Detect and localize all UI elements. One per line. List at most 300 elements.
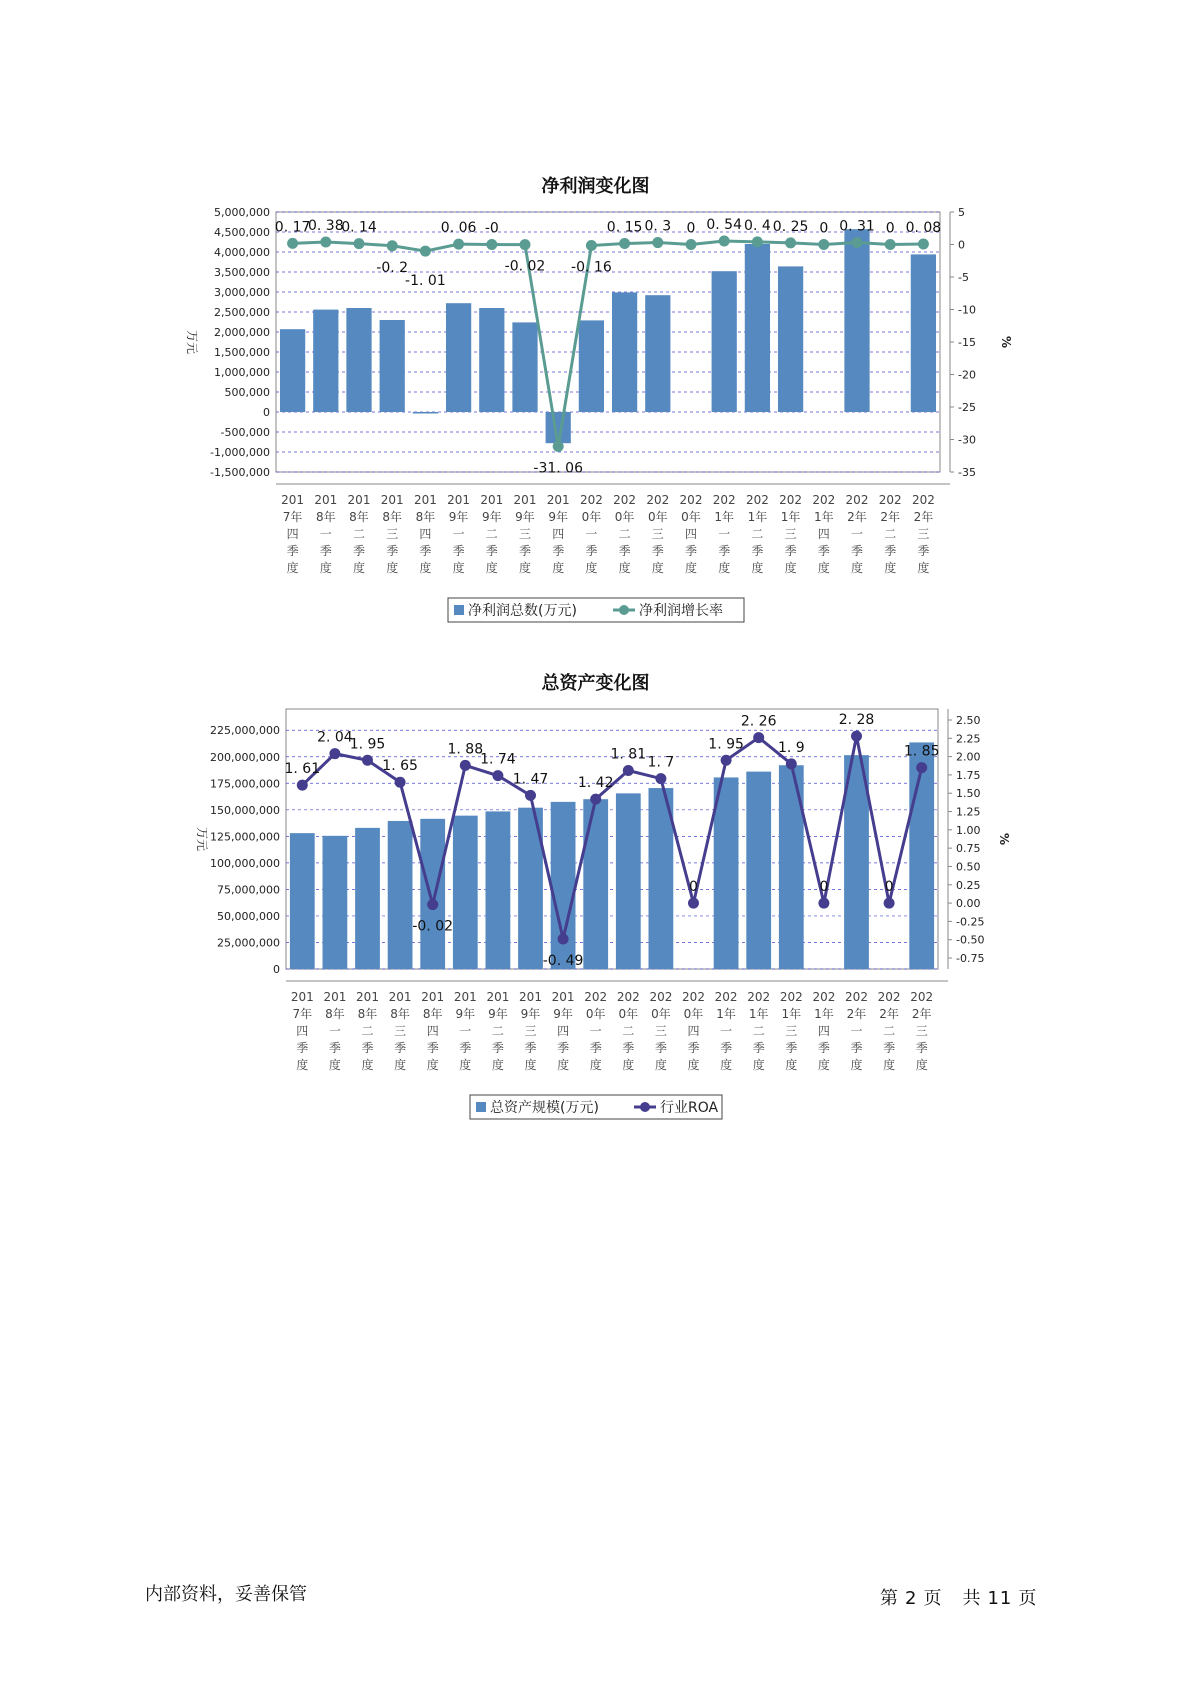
data-label: 0. 25 xyxy=(772,218,809,235)
legend-line-marker xyxy=(640,1102,650,1112)
x-tick-label: 三 xyxy=(518,527,532,541)
x-tick-label: 二 xyxy=(352,527,366,541)
bar xyxy=(479,308,504,412)
x-tick-label: 202 xyxy=(679,493,703,507)
line-point xyxy=(818,239,829,250)
line-point xyxy=(719,235,730,246)
bar xyxy=(911,254,936,412)
x-tick-label: 度 xyxy=(426,1058,439,1072)
data-label: 0. 08 xyxy=(905,219,942,236)
x-tick-label: 四 xyxy=(296,1024,309,1038)
line-point xyxy=(486,239,497,250)
y2-tick-label: -0.75 xyxy=(956,952,985,966)
y-axis-label: 万元 xyxy=(195,826,209,852)
x-tick-label: 9年 xyxy=(520,1007,541,1021)
y2-tick-label: 0.25 xyxy=(956,878,981,892)
data-label: 1. 81 xyxy=(610,746,647,763)
x-tick-label: 季 xyxy=(654,1041,667,1055)
data-label: 1. 65 xyxy=(382,758,418,775)
y2-tick-label: -0.50 xyxy=(956,933,985,947)
bar xyxy=(380,320,405,412)
x-tick-label: 度 xyxy=(718,561,731,575)
y-tick-label: 5,000,000 xyxy=(214,206,270,219)
y-tick-label: -1,500,000 xyxy=(210,466,270,479)
y-tick-label: 3,000,000 xyxy=(214,286,270,299)
x-tick-label: 度 xyxy=(884,561,897,575)
x-tick-label: 季 xyxy=(319,544,332,558)
x-tick-label: 202 xyxy=(745,493,769,507)
line-point xyxy=(320,237,331,248)
legend-bar-swatch xyxy=(454,605,464,615)
x-tick-label: 度 xyxy=(654,1058,667,1072)
data-label: 1. 42 xyxy=(577,775,614,792)
data-label: 1. 74 xyxy=(480,751,516,768)
x-tick-label: 202 xyxy=(714,990,738,1004)
x-tick-label: 度 xyxy=(585,561,598,575)
data-label: 0. 31 xyxy=(839,218,875,235)
x-tick-label: 二 xyxy=(884,527,897,541)
x-tick-label: 季 xyxy=(883,1041,896,1055)
x-tick-label: 一 xyxy=(459,1024,472,1038)
x-tick-label: 202 xyxy=(845,990,868,1004)
line-point xyxy=(387,240,398,251)
line-point xyxy=(453,239,464,250)
data-label: -1. 01 xyxy=(405,273,446,290)
y2-tick-label: 0.00 xyxy=(956,897,981,911)
x-tick-label: 201 xyxy=(388,990,412,1004)
bar xyxy=(645,295,670,412)
x-tick-label: 三 xyxy=(917,527,930,541)
legend-line-label: 净利润增长率 xyxy=(639,603,723,619)
data-label: -0. 16 xyxy=(571,259,612,276)
x-tick-label: 201 xyxy=(486,990,510,1004)
line-point xyxy=(753,732,764,743)
data-label: 1. 95 xyxy=(708,736,744,753)
x-tick-label: 度 xyxy=(618,561,631,575)
line-point xyxy=(721,755,732,766)
bar xyxy=(420,819,445,969)
x-tick-label: 1年 xyxy=(813,510,834,524)
x-tick-label: 季 xyxy=(296,1041,309,1055)
x-tick-label: 季 xyxy=(651,544,664,558)
x-tick-label: 202 xyxy=(911,493,935,507)
x-tick-label: 9年 xyxy=(553,1007,573,1021)
x-tick-label: 8年 xyxy=(390,1007,410,1021)
y2-tick-label: 2.25 xyxy=(956,732,981,746)
data-label: 0. 14 xyxy=(341,219,377,236)
line-point xyxy=(420,246,431,257)
y-tick-label: 150,000,000 xyxy=(210,803,280,817)
x-tick-label: 度 xyxy=(319,561,332,575)
line-point xyxy=(395,777,406,788)
x-tick-label: 8年 xyxy=(325,1007,345,1021)
x-tick-label: 度 xyxy=(328,1058,341,1072)
y-tick-label: 1,500,000 xyxy=(214,346,270,359)
x-tick-label: 8年 xyxy=(315,510,336,524)
y2-tick-label: -0.25 xyxy=(956,915,985,929)
bar xyxy=(355,828,380,969)
bar xyxy=(280,329,305,412)
x-tick-label: 度 xyxy=(917,561,930,575)
x-tick-label: 四 xyxy=(552,527,565,541)
x-tick-label: 1年 xyxy=(780,510,801,524)
x-tick-label: 二 xyxy=(491,1024,504,1038)
legend-bar-label: 净利润总数(万元) xyxy=(468,603,577,619)
y2-tick-label: -5 xyxy=(958,271,969,284)
x-tick-label: 度 xyxy=(459,1058,472,1072)
x-tick-label: 四 xyxy=(286,527,299,541)
line-point xyxy=(492,770,503,781)
x-tick-label: 四 xyxy=(817,1024,830,1038)
x-tick-label: 202 xyxy=(877,990,901,1004)
x-tick-label: 1年 xyxy=(714,510,735,524)
x-tick-label: 季 xyxy=(557,1041,570,1055)
legend-bar-swatch xyxy=(476,1102,486,1112)
y2-tick-label: -10 xyxy=(958,303,976,317)
x-tick-label: 度 xyxy=(883,1058,896,1072)
y2-axis-label: % xyxy=(999,335,1013,349)
y2-tick-label: -30 xyxy=(958,433,976,447)
data-label: 0 xyxy=(819,879,829,896)
page-mid: 页 xyxy=(923,1588,943,1609)
y2-tick-label: 0.75 xyxy=(956,842,981,856)
x-tick-label: 季 xyxy=(524,1041,537,1055)
data-label: 0 xyxy=(884,879,894,896)
y-tick-label: 3,500,000 xyxy=(214,266,270,279)
x-tick-label: 201 xyxy=(290,990,314,1004)
x-tick-label: 度 xyxy=(720,1058,733,1072)
x-tick-label: 202 xyxy=(613,493,637,507)
x-tick-label: 季 xyxy=(817,1041,830,1055)
x-tick-label: 二 xyxy=(618,527,631,541)
x-tick-label: 三 xyxy=(785,1024,798,1038)
x-tick-label: 季 xyxy=(386,544,399,558)
bar xyxy=(778,266,803,412)
x-tick-label: 度 xyxy=(751,561,764,575)
line-point xyxy=(652,237,663,248)
data-label: 0. 4 xyxy=(744,217,771,234)
data-label: -0 xyxy=(484,220,499,237)
y-tick-label: 75,000,000 xyxy=(217,883,280,897)
y-tick-label: 2,000,000 xyxy=(214,326,270,339)
net-profit-chart-title: 净利润变化图 xyxy=(541,176,650,197)
line-point xyxy=(619,238,630,249)
x-tick-label: 季 xyxy=(884,544,897,558)
data-label: 0. 17 xyxy=(274,219,311,236)
page-num: 2 xyxy=(905,1588,918,1609)
total-num: 11 xyxy=(987,1588,1013,1609)
x-tick-label: 季 xyxy=(622,1041,635,1055)
x-tick-label: 度 xyxy=(850,1058,863,1072)
x-tick-label: 202 xyxy=(616,990,640,1004)
x-tick-label: 季 xyxy=(720,1041,733,1055)
x-tick-label: 季 xyxy=(917,544,930,558)
data-label: 0. 06 xyxy=(440,220,477,237)
x-tick-label: 一 xyxy=(718,527,731,541)
x-tick-label: 201 xyxy=(380,493,404,507)
line-point xyxy=(525,790,536,801)
x-tick-label: 202 xyxy=(779,990,803,1004)
x-tick-label: 季 xyxy=(452,544,465,558)
x-tick-label: 2年 xyxy=(846,1007,867,1021)
x-tick-label: 度 xyxy=(850,561,864,575)
x-tick-label: 1年 xyxy=(747,510,768,524)
line-point xyxy=(297,780,308,791)
x-tick-label: 201 xyxy=(551,990,575,1004)
y-tick-label: 500,000 xyxy=(224,386,270,399)
y-tick-label: 4,000,000 xyxy=(214,246,270,259)
x-tick-label: 季 xyxy=(751,544,764,558)
x-tick-label: 7年 xyxy=(292,1007,313,1021)
x-tick-label: 201 xyxy=(314,493,338,507)
x-tick-label: 一 xyxy=(850,527,864,541)
x-tick-label: 四 xyxy=(817,527,830,541)
bar xyxy=(579,320,604,412)
y2-tick-label: -25 xyxy=(958,401,976,414)
x-tick-label: 季 xyxy=(752,1041,765,1055)
data-label: 0 xyxy=(689,879,698,896)
x-tick-label: 201 xyxy=(513,493,537,507)
x-tick-label: 0年 xyxy=(618,1007,639,1021)
x-tick-label: 一 xyxy=(850,1024,863,1038)
x-tick-label: 四 xyxy=(426,1024,439,1038)
x-tick-label: 度 xyxy=(589,1058,602,1072)
x-tick-label: 201 xyxy=(453,990,477,1004)
total-assets-chart xyxy=(0,697,1191,1137)
line-point xyxy=(785,237,796,248)
x-tick-label: 8年 xyxy=(382,510,403,524)
x-tick-label: 季 xyxy=(915,1041,928,1055)
x-tick-label: 8年 xyxy=(357,1007,378,1021)
x-tick-label: 四 xyxy=(687,1024,700,1038)
x-tick-label: 202 xyxy=(682,990,705,1004)
x-tick-label: 四 xyxy=(419,527,432,541)
x-tick-label: 8年 xyxy=(422,1007,443,1021)
x-tick-label: 202 xyxy=(712,493,736,507)
x-tick-label: 四 xyxy=(684,527,698,541)
line-point xyxy=(786,758,797,769)
line-point xyxy=(852,237,863,248)
x-tick-label: 201 xyxy=(480,493,504,507)
x-tick-label: 三 xyxy=(784,527,797,541)
x-tick-label: 季 xyxy=(361,1041,374,1055)
x-tick-label: 度 xyxy=(452,561,465,575)
x-tick-label: 8年 xyxy=(349,510,369,524)
data-label: 0. 38 xyxy=(307,218,344,235)
bar xyxy=(616,793,641,969)
y2-tick-label: 1.25 xyxy=(956,805,981,819)
x-tick-label: 0年 xyxy=(651,1007,671,1021)
footer-confidential-note: 内部资料，妥善保管 xyxy=(145,1584,307,1605)
data-label: 1. 85 xyxy=(903,743,940,760)
x-tick-label: 季 xyxy=(426,1041,439,1055)
line-point xyxy=(752,236,763,247)
data-label: -0. 2 xyxy=(376,259,409,276)
y2-tick-label: 2.00 xyxy=(956,750,981,764)
x-tick-label: 季 xyxy=(784,544,797,558)
y-axis-label: 万元 xyxy=(185,329,199,355)
x-tick-label: 度 xyxy=(817,561,830,575)
data-label: -0. 49 xyxy=(542,952,584,969)
x-tick-label: 9年 xyxy=(448,510,469,524)
x-tick-label: 201 xyxy=(546,493,570,507)
x-tick-label: 二 xyxy=(361,1024,374,1038)
line-point xyxy=(884,898,895,909)
x-tick-label: 季 xyxy=(419,544,432,558)
y2-tick-label: 1.50 xyxy=(956,787,981,801)
x-tick-label: 度 xyxy=(784,561,797,575)
y-tick-label: 1,000,000 xyxy=(214,366,270,379)
data-label: 0. 15 xyxy=(606,219,643,236)
x-tick-label: 三 xyxy=(386,527,399,541)
x-tick-label: 202 xyxy=(579,493,603,507)
x-tick-label: 202 xyxy=(812,990,836,1004)
page-prefix: 第 xyxy=(880,1588,899,1609)
bar xyxy=(446,303,471,412)
data-label: 2. 26 xyxy=(740,713,777,730)
y-tick-label: 25,000,000 xyxy=(217,936,280,950)
x-tick-label: 201 xyxy=(347,493,371,507)
x-tick-label: 度 xyxy=(915,1058,928,1072)
x-tick-label: 202 xyxy=(845,493,869,507)
bar xyxy=(323,836,348,969)
line-point xyxy=(354,238,365,249)
x-tick-label: 0年 xyxy=(647,510,668,524)
x-tick-label: 度 xyxy=(352,561,366,575)
x-tick-label: 7年 xyxy=(282,510,303,524)
x-tick-label: 季 xyxy=(785,1041,798,1055)
line-point xyxy=(460,760,471,771)
data-label: 0 xyxy=(686,220,696,237)
x-tick-label: 度 xyxy=(485,561,498,575)
x-tick-label: 季 xyxy=(618,544,631,558)
x-tick-label: 0年 xyxy=(681,510,701,524)
x-tick-label: 9年 xyxy=(488,1007,508,1021)
x-tick-label: 季 xyxy=(459,1041,472,1055)
x-tick-label: 2年 xyxy=(879,1007,899,1021)
line-point xyxy=(918,238,929,249)
bar xyxy=(612,292,637,412)
x-tick-label: 季 xyxy=(491,1041,504,1055)
x-tick-label: 度 xyxy=(296,1058,309,1072)
x-tick-label: 季 xyxy=(518,544,532,558)
x-tick-label: 1年 xyxy=(748,1007,769,1021)
x-tick-label: 度 xyxy=(524,1058,537,1072)
x-tick-label: 季 xyxy=(485,544,498,558)
x-tick-label: 四 xyxy=(557,1024,570,1038)
bar xyxy=(745,244,770,412)
x-tick-label: 0年 xyxy=(614,510,635,524)
line-point xyxy=(586,240,597,251)
bar xyxy=(388,821,413,969)
x-tick-label: 一 xyxy=(328,1024,341,1038)
line-point xyxy=(520,239,531,250)
x-tick-label: 2年 xyxy=(913,510,934,524)
x-tick-label: 度 xyxy=(622,1058,635,1072)
x-tick-label: 201 xyxy=(421,990,445,1004)
bar xyxy=(909,742,934,969)
line-point xyxy=(688,898,699,909)
line-point xyxy=(916,762,927,773)
x-tick-label: 201 xyxy=(323,990,347,1004)
x-tick-label: 三 xyxy=(524,1024,537,1038)
data-label: 1. 7 xyxy=(647,754,675,771)
line-point xyxy=(329,748,340,759)
x-tick-label: 202 xyxy=(910,990,934,1004)
y2-tick-label: 5 xyxy=(958,206,965,219)
x-tick-label: 一 xyxy=(589,1024,602,1038)
data-label: 2. 28 xyxy=(838,712,875,729)
y-tick-label: 175,000,000 xyxy=(210,777,280,791)
x-tick-label: 季 xyxy=(850,1041,863,1055)
bar xyxy=(844,229,869,412)
x-tick-label: 季 xyxy=(684,544,698,558)
x-tick-label: 202 xyxy=(878,493,902,507)
x-tick-label: 季 xyxy=(585,544,598,558)
bar xyxy=(712,271,737,412)
x-tick-label: 季 xyxy=(687,1041,700,1055)
x-tick-label: 0年 xyxy=(683,1007,704,1021)
x-tick-label: 1年 xyxy=(781,1007,802,1021)
data-label: -0. 02 xyxy=(412,918,454,935)
x-tick-label: 202 xyxy=(649,990,673,1004)
line-point xyxy=(287,238,298,249)
line-point xyxy=(362,755,373,766)
x-tick-label: 季 xyxy=(394,1041,407,1055)
plot-frame xyxy=(276,212,940,472)
x-tick-label: 2年 xyxy=(911,1007,932,1021)
x-tick-label: 季 xyxy=(850,544,864,558)
x-tick-label: 度 xyxy=(491,1058,504,1072)
line-point xyxy=(623,765,634,776)
x-tick-label: 季 xyxy=(286,544,299,558)
bar xyxy=(746,772,771,969)
y-tick-label: 50,000,000 xyxy=(217,909,280,923)
x-tick-label: 一 xyxy=(720,1024,733,1038)
x-tick-label: 2年 xyxy=(880,510,901,524)
line-point xyxy=(851,731,862,742)
y-tick-label: 0 xyxy=(273,963,280,976)
y2-tick-label: 1.75 xyxy=(956,768,981,782)
x-tick-label: 二 xyxy=(883,1024,896,1038)
x-tick-label: 季 xyxy=(552,544,565,558)
x-tick-label: 度 xyxy=(651,561,664,575)
y2-axis-label: % xyxy=(997,832,1011,846)
y2-tick-label: -20 xyxy=(958,368,976,382)
x-tick-label: 0年 xyxy=(585,1007,606,1021)
x-tick-label: 季 xyxy=(718,544,731,558)
bar xyxy=(313,310,338,412)
data-label: 1. 88 xyxy=(447,741,484,758)
x-tick-label: 202 xyxy=(812,493,836,507)
x-tick-label: 度 xyxy=(552,561,565,575)
data-label: 1. 9 xyxy=(777,739,805,756)
x-tick-label: 0年 xyxy=(581,510,602,524)
line-point xyxy=(686,239,697,250)
line-point xyxy=(558,933,569,944)
line-point xyxy=(655,773,666,784)
data-label: 0. 3 xyxy=(644,218,672,235)
x-tick-label: 三 xyxy=(651,527,664,541)
bar xyxy=(413,412,438,414)
x-tick-label: 一 xyxy=(452,527,465,541)
y2-tick-label: 1.00 xyxy=(956,823,981,837)
x-tick-label: 三 xyxy=(394,1024,407,1038)
total-suffix: 页 xyxy=(1018,1588,1038,1609)
x-tick-label: 三 xyxy=(654,1024,667,1038)
x-tick-label: 8年 xyxy=(415,510,436,524)
x-tick-label: 季 xyxy=(328,1041,341,1055)
